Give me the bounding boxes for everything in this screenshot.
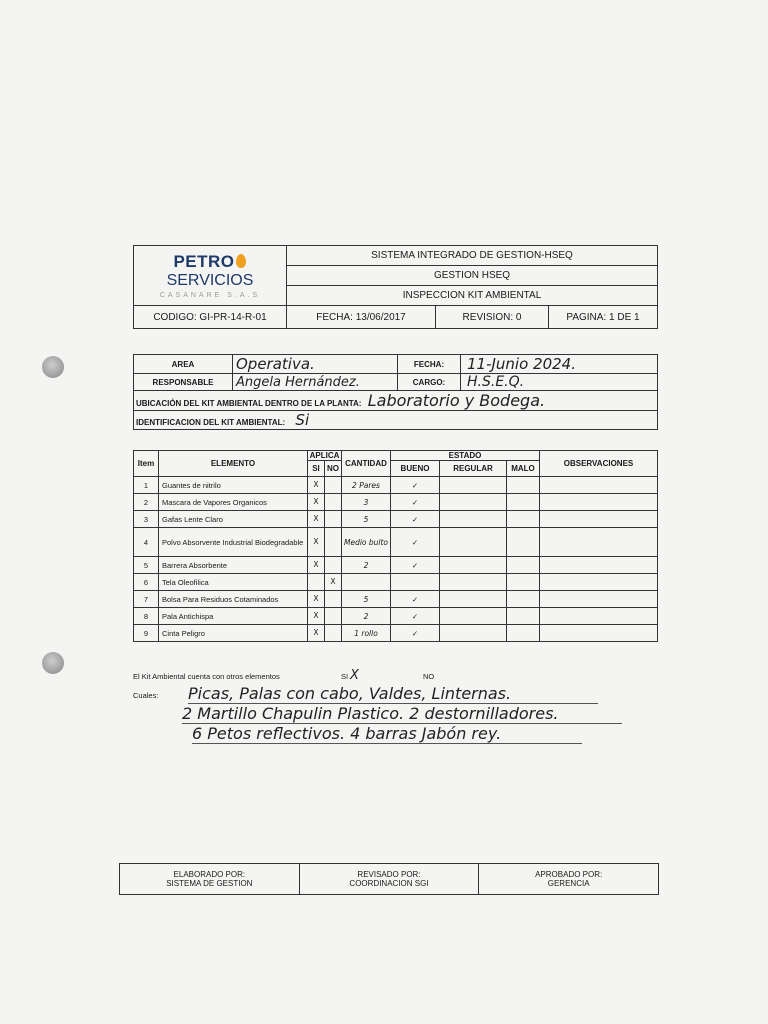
item-cantidad: 2 (342, 608, 391, 625)
elaborado-cell (120, 864, 300, 895)
revisado-cell (299, 864, 479, 895)
item-aplica-si (308, 574, 325, 591)
item-bueno: ✓ (391, 625, 440, 642)
col-si: SI (308, 461, 325, 477)
item-aplica-si: X (308, 608, 325, 625)
item-regular (440, 528, 507, 557)
item-regular (440, 591, 507, 608)
item-elemento: Barrera Absorbente (159, 557, 308, 574)
item-malo (507, 511, 540, 528)
item-aplica-no: X (325, 574, 342, 591)
item-elemento: Pala Antichispa (159, 608, 308, 625)
col-aplica: APLICA (308, 451, 342, 461)
col-cantidad: CANTIDAD (342, 451, 391, 477)
item-observaciones (540, 494, 658, 511)
item-aplica-no (325, 625, 342, 642)
item-aplica-si: X (308, 557, 325, 574)
item-elemento: Guantes de nitrilo (159, 477, 308, 494)
fecha-doc: FECHA: 13/06/2017 (287, 306, 436, 329)
doc-title: INSPECCION KIT AMBIENTAL (287, 286, 658, 306)
elaborado-label: ELABORADO POR: (173, 870, 246, 879)
col-regular: REGULAR (440, 461, 507, 477)
table-row (134, 625, 658, 642)
item-number: 4 (134, 528, 159, 557)
punch-hole-top (42, 356, 64, 378)
item-regular (440, 625, 507, 642)
item-cantidad (342, 574, 391, 591)
logo-servicios: SERVICIOS (166, 272, 254, 289)
elaborado-value: SISTEMA DE GESTION (166, 879, 253, 888)
item-bueno: ✓ (391, 494, 440, 511)
responsable-value: Angela Hernández. (233, 374, 398, 391)
item-number: 8 (134, 608, 159, 625)
item-bueno: ✓ (391, 528, 440, 557)
others-si-label: SI (341, 672, 349, 681)
item-observaciones (540, 574, 658, 591)
item-aplica-no (325, 477, 342, 494)
item-observaciones (540, 625, 658, 642)
revisado-label: REVISADO POR: (357, 870, 421, 879)
cuales-line-3: 6 Petos reflectivos. 4 barras Jabón rey. (192, 724, 582, 744)
item-bueno: ✓ (391, 477, 440, 494)
item-bueno: ✓ (391, 591, 440, 608)
flame-icon (236, 254, 246, 268)
identificacion-row (134, 411, 658, 430)
item-bueno: ✓ (391, 511, 440, 528)
footer-table (119, 863, 659, 895)
cargo-value: H.S.E.Q. (461, 374, 658, 391)
company-logo (134, 246, 287, 306)
item-aplica-no (325, 528, 342, 557)
item-cantidad: 5 (342, 511, 391, 528)
item-elemento: Tela Oleofilica (159, 574, 308, 591)
cuales-line-2: 2 Martillo Chapulin Plastico. 2 destornilladores. (182, 704, 622, 724)
item-rows (134, 477, 658, 642)
ubicacion-label: UBICACIÓN DEL KIT AMBIENTAL DENTRO DE LA PLANTA: (136, 399, 362, 408)
item-number: 2 (134, 494, 159, 511)
identificacion-label: IDENTIFICACION DEL KIT AMBIENTAL: (136, 418, 286, 427)
item-number: 5 (134, 557, 159, 574)
item-cantidad: 2 Pares (342, 477, 391, 494)
item-aplica-no (325, 494, 342, 511)
codigo: CODIGO: GI-PR-14-R-01 (134, 306, 287, 329)
item-regular (440, 494, 507, 511)
item-observaciones (540, 557, 658, 574)
item-cantidad: 1 rollo (342, 625, 391, 642)
col-bueno: BUENO (391, 461, 440, 477)
fecha-label: FECHA: (398, 355, 461, 374)
fecha-value: 11-Junio 2024. (461, 355, 658, 374)
item-elemento: Bolsa Para Residuos Cotaminados (159, 591, 308, 608)
header-table (133, 245, 658, 329)
item-bueno: ✓ (391, 608, 440, 625)
aprobado-label: APROBADO POR: (535, 870, 603, 879)
item-malo (507, 528, 540, 557)
item-cantidad: 2 (342, 557, 391, 574)
item-cantidad: 3 (342, 494, 391, 511)
table-row (134, 494, 658, 511)
item-aplica-no (325, 557, 342, 574)
table-row (134, 511, 658, 528)
ubicacion-value: Laboratorio y Bodega. (367, 391, 546, 410)
item-number: 9 (134, 625, 159, 642)
system-title: SISTEMA INTEGRADO DE GESTION-HSEQ (287, 246, 658, 266)
item-number: 1 (134, 477, 159, 494)
item-aplica-si: X (308, 477, 325, 494)
revisado-value: COORDINACION SGI (349, 879, 429, 888)
table-row (134, 528, 658, 557)
table-row (134, 591, 658, 608)
table-row (134, 574, 658, 591)
item-number: 3 (134, 511, 159, 528)
item-aplica-si: X (308, 591, 325, 608)
item-regular (440, 477, 507, 494)
item-cantidad: 5 (342, 591, 391, 608)
item-malo (507, 477, 540, 494)
revision: REVISION: 0 (436, 306, 549, 329)
item-bueno: ✓ (391, 557, 440, 574)
cuales-line-1: Picas, Palas con cabo, Valdes, Linternas. (188, 684, 598, 704)
item-observaciones (540, 511, 658, 528)
item-malo (507, 557, 540, 574)
ubicacion-row (134, 391, 658, 411)
col-malo: MALO (507, 461, 540, 477)
item-number: 6 (134, 574, 159, 591)
others-no-label: NO (423, 672, 435, 681)
item-malo (507, 608, 540, 625)
cuales-label: Cuales: (133, 691, 159, 700)
item-aplica-no (325, 511, 342, 528)
item-observaciones (540, 477, 658, 494)
item-regular (440, 511, 507, 528)
item-cantidad: Medio bulto (342, 528, 391, 557)
item-malo (507, 591, 540, 608)
others-question: El Kit Ambiental cuenta con otros elementos (133, 672, 280, 681)
item-elemento: Gafas Lente Claro (159, 511, 308, 528)
table-row (134, 608, 658, 625)
item-malo (507, 574, 540, 591)
responsable-label: RESPONSABLE (134, 374, 233, 391)
aprobado-cell (479, 864, 659, 895)
area-label: AREA (134, 355, 233, 374)
item-elemento: Mascara de Vapores Organicos (159, 494, 308, 511)
item-aplica-si: X (308, 511, 325, 528)
subtitle: GESTION HSEQ (287, 266, 658, 286)
item-number: 7 (134, 591, 159, 608)
item-aplica-si: X (308, 528, 325, 557)
item-observaciones (540, 608, 658, 625)
punch-hole-bottom (42, 652, 64, 674)
item-observaciones (540, 528, 658, 557)
cargo-label: CARGO: (398, 374, 461, 391)
info-table (133, 354, 658, 430)
identificacion-value: Si (295, 411, 310, 429)
item-regular (440, 608, 507, 625)
col-observaciones: OBSERVACIONES (540, 451, 658, 477)
item-elemento: Cinta Peligro (159, 625, 308, 642)
item-elemento: Polvo Absorvente Industrial Biodegradable (159, 528, 308, 557)
item-malo (507, 494, 540, 511)
col-no: NO (325, 461, 342, 477)
items-table (133, 450, 658, 642)
item-aplica-no (325, 608, 342, 625)
item-observaciones (540, 591, 658, 608)
item-aplica-si: X (308, 494, 325, 511)
logo-subtext: CASANARE S.A.S (159, 292, 261, 299)
table-row (134, 557, 658, 574)
item-malo (507, 625, 540, 642)
aprobado-value: GERENCIA (547, 879, 590, 888)
area-value: Operativa. (233, 355, 398, 374)
col-item: Item (134, 451, 159, 477)
item-bueno (391, 574, 440, 591)
logo-petro: PETRO (173, 252, 235, 271)
item-regular (440, 574, 507, 591)
pagina: PAGINA: 1 DE 1 (549, 306, 658, 329)
table-row (134, 477, 658, 494)
col-elemento: ELEMENTO (159, 451, 308, 477)
item-aplica-si: X (308, 625, 325, 642)
item-regular (440, 557, 507, 574)
others-si-mark: X (350, 668, 359, 683)
col-estado: ESTADO (391, 451, 540, 461)
item-aplica-no (325, 591, 342, 608)
